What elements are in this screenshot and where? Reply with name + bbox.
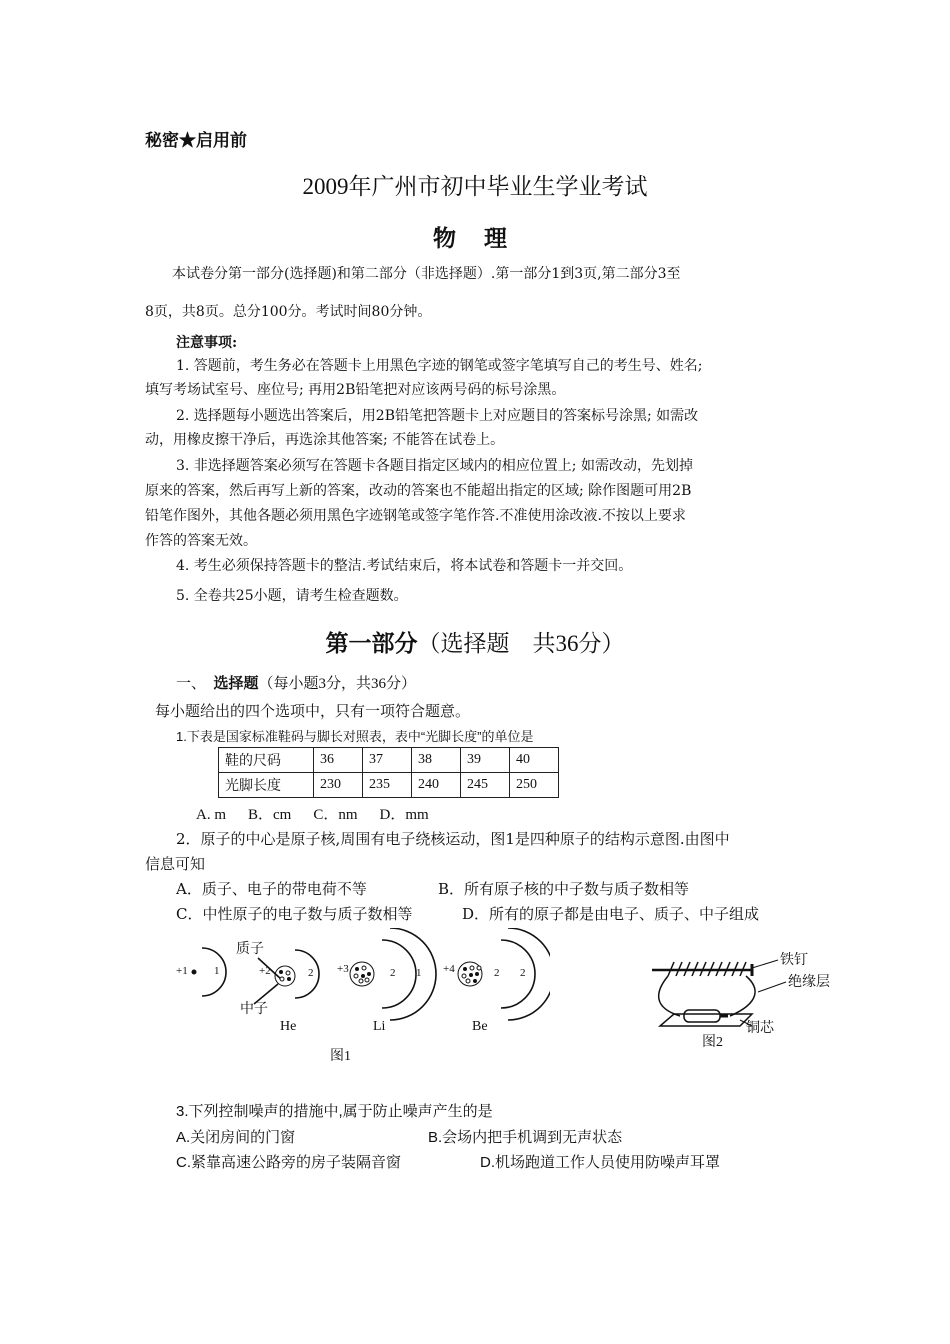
section-instruction: 每小题给出的四个选项中，只有一项符合题意。 — [155, 702, 471, 720]
insulation-label: 绝缘层 — [788, 975, 830, 990]
notice-title: 注意事项: — [176, 335, 238, 351]
shell-count: 1 — [416, 967, 422, 979]
atom-charge: +2 — [259, 965, 271, 977]
option-a: A．质子、电子的带电荷不等 — [176, 880, 367, 898]
intro-line-2: 8页，共8页。总分100分。考试时间80分钟。 — [145, 304, 432, 320]
notice-item: 作答的答案无效。 — [145, 533, 257, 549]
secret-label: 秘密★启用前 — [145, 131, 247, 151]
shell-count: 2 — [308, 967, 314, 979]
section-number: 一、 — [176, 676, 207, 692]
question-2-options-row1 — [176, 878, 690, 899]
table-cell: 38 — [412, 748, 461, 773]
proton-label: 质子 — [236, 942, 264, 957]
atom-name: He — [280, 1019, 297, 1034]
question-2-options-row2 — [176, 903, 760, 924]
exam-title: 2009年广州市初中毕业生学业考试 — [302, 174, 648, 199]
figure-1-atoms — [170, 928, 550, 1068]
option-c: C．nm — [313, 807, 358, 823]
notice-item: 2. 选择题每小题选出答案后，用2B铅笔把答题卡上对应题目的答案标号涂黑; 如需改 — [176, 408, 699, 424]
shell-count: 2 — [520, 967, 526, 979]
table-cell: 235 — [363, 773, 412, 798]
notice-item: 4. 考生必须保持答题卡的整洁.考试结束后，将本试卷和答题卡一并交回。 — [176, 558, 633, 574]
option-d: D．所有的原子都是由电子、质子、中子组成 — [462, 905, 760, 923]
table-cell: 39 — [461, 748, 510, 773]
shell-count: 1 — [214, 965, 220, 977]
question-3-stem: 3.下列控制噪声的措施中,属于防止噪声产生的是 — [176, 1103, 493, 1120]
atom-charge: +3 — [337, 963, 349, 975]
neutron-label: 中子 — [240, 1002, 268, 1017]
notice-item: 5. 全卷共25小题，请考生检查题数。 — [176, 588, 408, 604]
table-cell: 250 — [510, 773, 559, 798]
option-b: B．cm — [248, 807, 292, 823]
notice-item: 3. 非选择题答案必须写在答题卡各题目指定区域内的相应位置上; 如需改动，先划掉 — [176, 458, 693, 474]
part1-title-bold: 第一部分 — [325, 631, 418, 656]
part1-heading — [0, 625, 950, 658]
figure-2-wire — [640, 948, 840, 1058]
table-cell: 40 — [510, 748, 559, 773]
table-cell: 230 — [314, 773, 363, 798]
notice-item: 动，用橡皮擦干净后，再选涂其他答案; 不能答在试卷上。 — [145, 432, 505, 448]
table-cell: 光脚长度 — [219, 773, 314, 798]
notice-item: 铅笔作图外，其他各题必须用黑色字迹钢笔或签字笔作答.不准使用涂改液.不按以上要求 — [145, 508, 686, 524]
copper-core-label: 铜芯 — [746, 1021, 774, 1036]
option-a: A.关闭房间的门窗 — [176, 1129, 296, 1146]
table-row — [219, 773, 559, 798]
table-cell: 240 — [412, 773, 461, 798]
question-1-options — [196, 803, 451, 824]
atom-charge: +1 — [176, 965, 188, 977]
notice-item: 1. 答题前，考生务必在答题卡上用黑色字迹的钢笔或签字笔填写自己的考生号、姓名; — [176, 358, 703, 374]
section-note: （每小题3分，共36分） — [258, 676, 417, 692]
atom-name: Be — [472, 1019, 488, 1034]
option-d: D.机场跑道工作人员使用防噪声耳罩 — [480, 1154, 721, 1171]
question-2-stem: 2．原子的中心是原子核,周围有电子绕核运动，图1是四种原子的结构示意图.由图中 — [176, 830, 730, 848]
question-1-stem: 1.下表是国家标准鞋码与脚长对照表，表中“光脚长度”的单位是 — [176, 729, 534, 744]
figure-2-caption: 图2 — [702, 1035, 723, 1050]
figure-1-caption: 图1 — [330, 1049, 351, 1064]
atom-charge: +4 — [443, 963, 455, 975]
option-a: A. m — [196, 807, 226, 823]
table-row — [219, 748, 559, 773]
nail-label: 铁钉 — [780, 953, 808, 968]
option-d: D．mm — [379, 807, 429, 823]
shell-count: 2 — [390, 967, 396, 979]
option-b: B.会场内把手机调到无声状态 — [428, 1129, 623, 1146]
table-cell: 245 — [461, 773, 510, 798]
notice-item: 原来的答案，然后再写上新的答案，改动的答案也不能超出指定的区域; 除作图题可用2B — [145, 483, 692, 499]
section-heading — [176, 672, 416, 693]
option-b: B．所有原子核的中子数与质子数相等 — [438, 880, 690, 898]
table-cell: 36 — [314, 748, 363, 773]
atom-name: Li — [373, 1019, 386, 1034]
notice-item: 填写考场试室号、座位号; 再用2B铅笔把对应该两号码的标号涂黑。 — [145, 382, 566, 398]
shoe-size-table — [218, 747, 559, 798]
section-title: 选择题 — [213, 676, 259, 692]
table-cell: 鞋的尺码 — [219, 748, 314, 773]
option-c: C．中性原子的电子数与质子数相等 — [176, 905, 413, 923]
intro-line-1: 本试卷分第一部分(选择题)和第二部分（非选择题）.第一部分1到3页,第二部分3至 — [172, 266, 681, 282]
table-cell: 37 — [363, 748, 412, 773]
option-c: C.紧靠高速公路旁的房子装隔音窗 — [176, 1154, 402, 1171]
part1-title-rest: （选择题 共36分） — [417, 631, 625, 656]
question-2-stem-cont: 信息可知 — [145, 855, 206, 873]
subject-title: 物 理 — [432, 225, 517, 252]
shell-count: 2 — [494, 967, 500, 979]
